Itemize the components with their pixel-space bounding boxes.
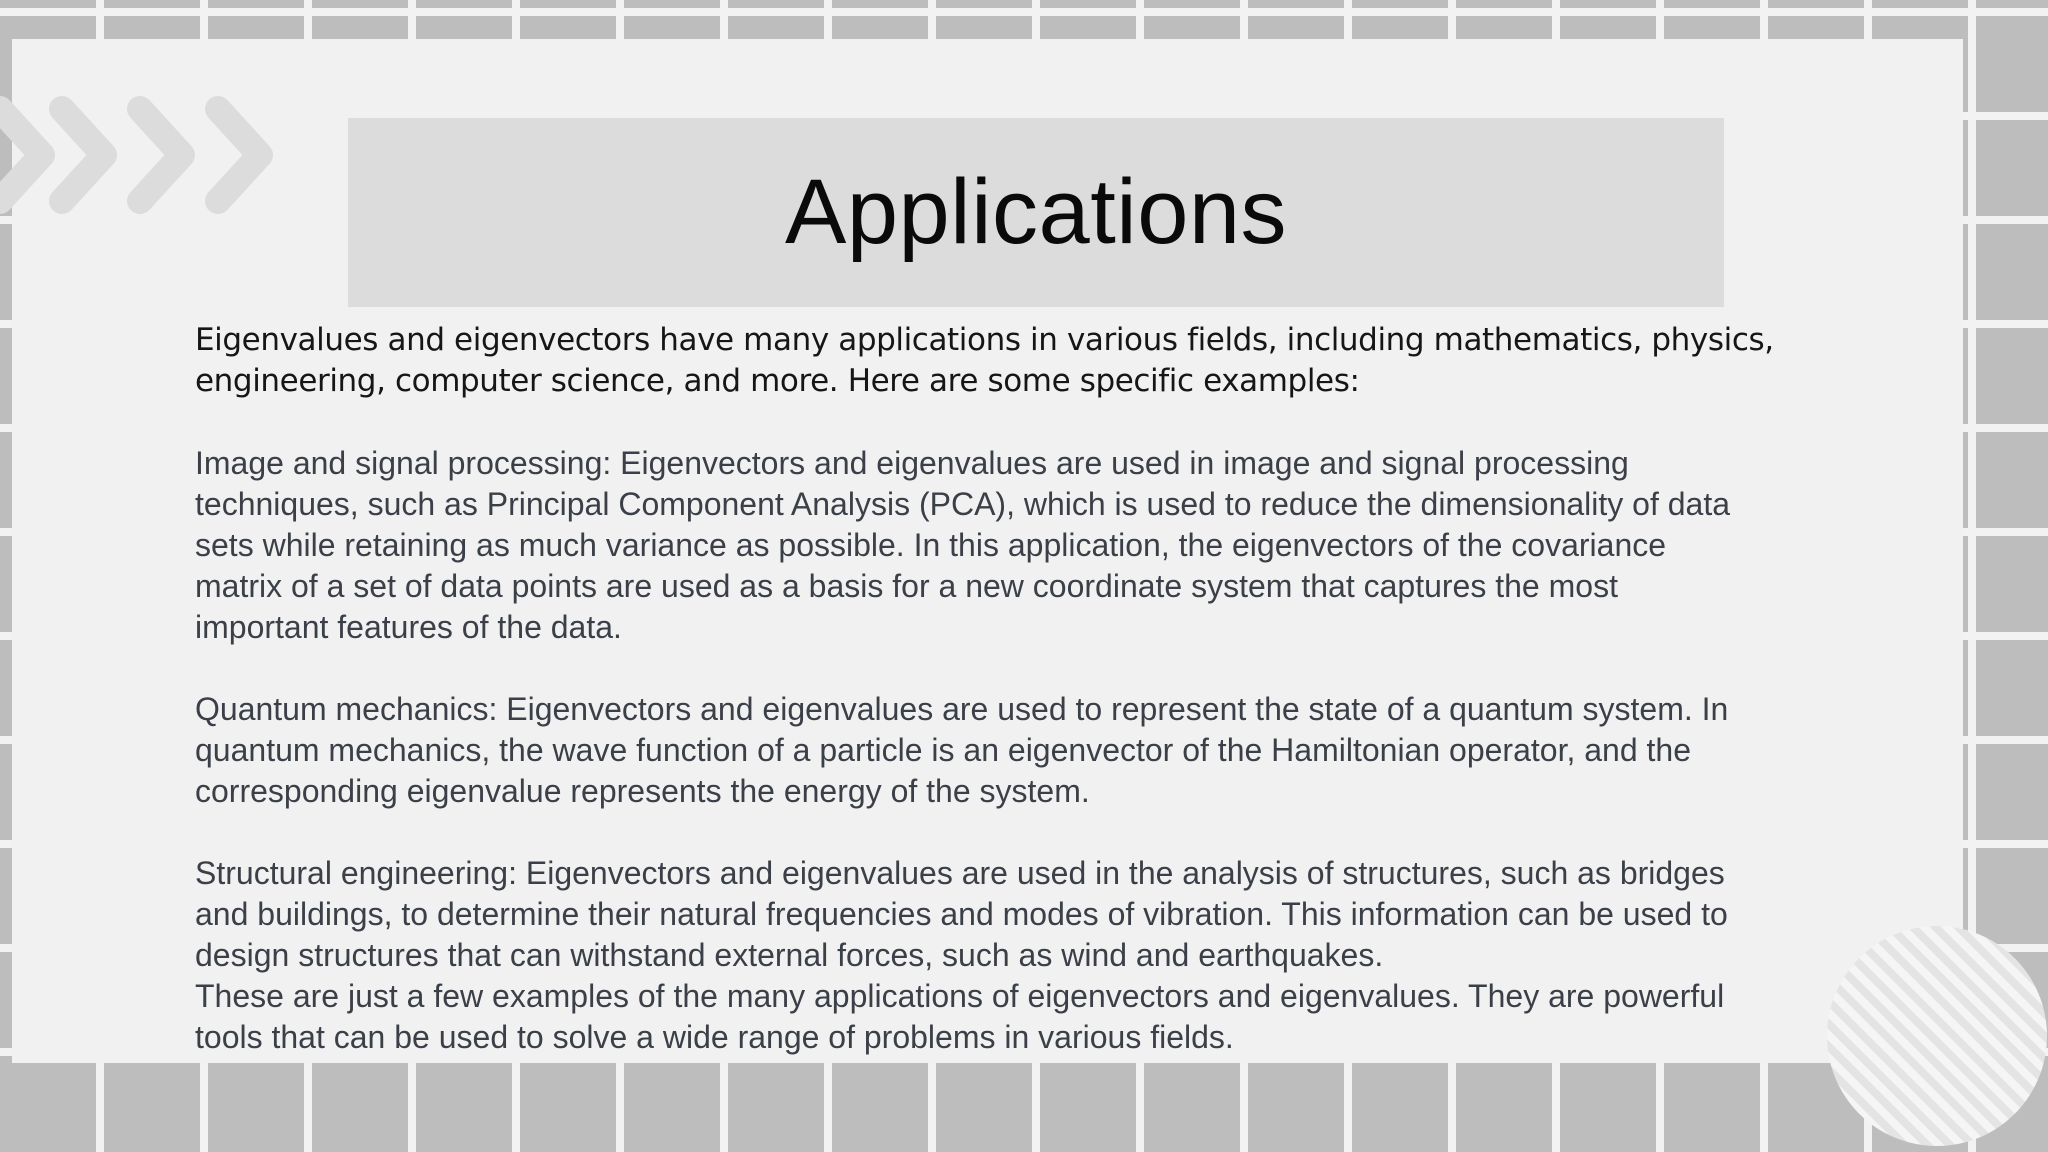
paragraph-spacer bbox=[195, 812, 1875, 853]
title-box bbox=[348, 118, 1724, 307]
example-structural-engineering: Structural engineering: Eigenvectors and eigenvalues are used in the analysis of structures, such as bridges and buildings, to determine their natural frequencies and modes of vibration. This information can be used to design structures that can withstand external forces, such as wind and earthquakes. bbox=[195, 855, 1728, 973]
chevron-decoration bbox=[0, 91, 292, 231]
example-quantum-mechanics: Quantum mechanics: Eigenvectors and eigenvalues are used to represent the state of a quantum system. In quantum mechanics, the wave function of a particle is an eigenvector of the Hamiltonian operator, and the corresponding eigenvalue represents the energy of the system. bbox=[195, 691, 1729, 809]
example-image-signal-processing: Image and signal processing: Eigenvectors and eigenvalues are used in image and signal processing techniques, such as Principal Component Analysis (PCA), which is used to reduce the dimensionality of data sets while retaining as much variance as possible. In this application, the eigenvectors of the covariance matrix of a set of data points are used as a basis for a new coordinate system that captures the most important features of the data. bbox=[195, 445, 1731, 645]
chevron-right-icon bbox=[140, 109, 182, 201]
paragraph-spacer bbox=[195, 402, 1875, 443]
intro-paragraph: Eigenvalues and eigenvectors have many applications in various fields, including mathematics, physics, engineering, computer science, and more. Here are some specific examples: bbox=[195, 322, 1774, 399]
chevron-right-icon bbox=[62, 109, 104, 201]
chevron-right-icon bbox=[218, 109, 260, 201]
slide-body bbox=[195, 320, 1875, 1058]
content-panel bbox=[12, 39, 1963, 1063]
chevron-right-icon bbox=[0, 109, 42, 201]
paragraph-spacer bbox=[195, 648, 1875, 689]
conclusion-paragraph: These are just a few examples of the many applications of eigenvectors and eigenvalues. They are powerful tools that can be used to solve a wide range of problems in various fields. bbox=[195, 978, 1725, 1055]
slide-title: Applications bbox=[784, 161, 1288, 263]
striped-circle-icon bbox=[1826, 925, 2048, 1147]
